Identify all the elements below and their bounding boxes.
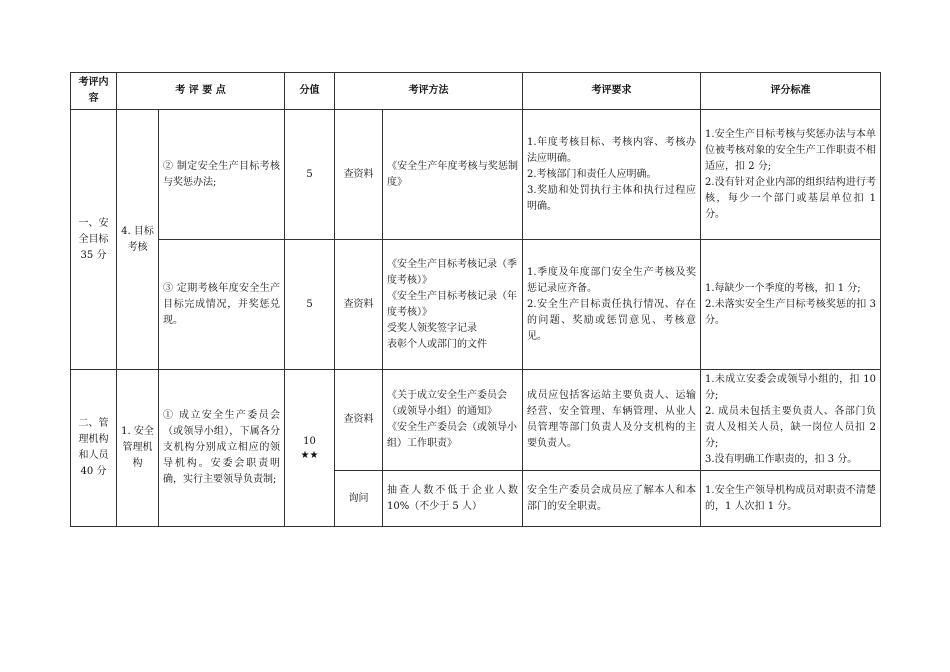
header-row [71, 73, 881, 110]
table-row [71, 240, 881, 370]
sub-item-cell: 4. 目标考核 [117, 110, 159, 370]
header-content: 考评内容 [71, 73, 117, 110]
header-requirement: 考评要求 [523, 73, 701, 110]
point-cell: ③ 定期考核年度安全生产目标完成情况，并奖惩兑现。 [159, 240, 285, 370]
method-type-cell: 查资料 [335, 370, 383, 471]
score-cell: 5 [285, 110, 335, 240]
method-type-cell: 查资料 [335, 110, 383, 240]
requirement-cell: 成员应包括客运站主要负责人、运输经营、安全管理、车辆管理、从业人员管理等部门负责人及分支机构的主要负责人。 [523, 370, 701, 471]
standard-cell: 1.安全生产领导机构成员对职责不清楚的，1 人次扣 1 分。 [701, 471, 881, 527]
standard-cell: 1.每缺少一个季度的考核，扣 1 分; 2.未落实安全生产目标考核奖惩的扣 3 分。 [701, 240, 881, 370]
star-rating: ★★ [300, 450, 319, 461]
header-method: 考评方法 [335, 73, 523, 110]
header-score: 分值 [285, 73, 335, 110]
evaluation-table [70, 72, 881, 527]
requirement-cell: 安全生产委员会成员应了解本人和本部门的安全职责。 [523, 471, 701, 527]
point-cell: ② 制定安全生产目标考核与奖惩办法; [159, 110, 285, 240]
requirement-cell: 1.季度及年度部门安全生产考核及奖惩记录应齐备。 2.安全生产目标责任执行情况、存在的问题、奖励或惩罚意见、考核意见。 [523, 240, 701, 370]
score-value: 10 [303, 436, 316, 447]
method-detail-cell: 抽查人数不低于企业人数 10%（不少于 5 人） [383, 471, 523, 527]
sub-item-cell: 1. 安全管理机构 [117, 370, 159, 527]
method-detail-cell: 《安全生产目标考核记录（季度考核）》 《安全生产目标考核记录（年度考核）》 受奖人领奖签字记录 表彰个人或部门的文件 [383, 240, 523, 370]
standard-cell: 1.安全生产目标考核与奖惩办法与本单位被考核对象的安全生产工作职责不相适应，扣 2 分; 2.没有针对企业内部的组织结构进行考核，每少一个部门或基层单位扣 1 分。 [701, 110, 881, 240]
header-standard: 评分标准 [701, 73, 881, 110]
score-cell: 5 [285, 240, 335, 370]
method-type-cell: 查资料 [335, 240, 383, 370]
point-cell: ① 成立安全生产委员会（或领导小组），下属各分支机构分别成立相应的领导机构。安委会职责明确，实行主要领导负责制; [159, 370, 285, 527]
table-row [71, 370, 881, 471]
header-points: 考 评 要 点 [117, 73, 285, 110]
score-cell [285, 370, 335, 527]
table-row [71, 110, 881, 240]
method-detail-cell: 《安全生产年度考核与奖惩制度》 [383, 110, 523, 240]
requirement-cell: 1.年度考核目标、考核内容、考核办法应明确。 2.考核部门和责任人应明确。 3.奖励和处罚执行主体和执行过程应明确。 [523, 110, 701, 240]
standard-cell: 1.未成立安委会或领导小组的，扣 10 分; 2. 成员未包括主要负责人、各部门负责人及相关人员，缺一岗位人员扣 2 分; 3.没有明确工作职责的，扣 3 分。 [701, 370, 881, 471]
category-cell: 二、管理机构和人员 40 分 [71, 370, 117, 527]
category-cell: 一、安全目标 35 分 [71, 110, 117, 370]
method-type-cell: 询问 [335, 471, 383, 527]
method-detail-cell: 《关于成立安全生产委员会（或领导小组）的通知》 《安全生产委员会（或领导小组）工作职责》 [383, 370, 523, 471]
